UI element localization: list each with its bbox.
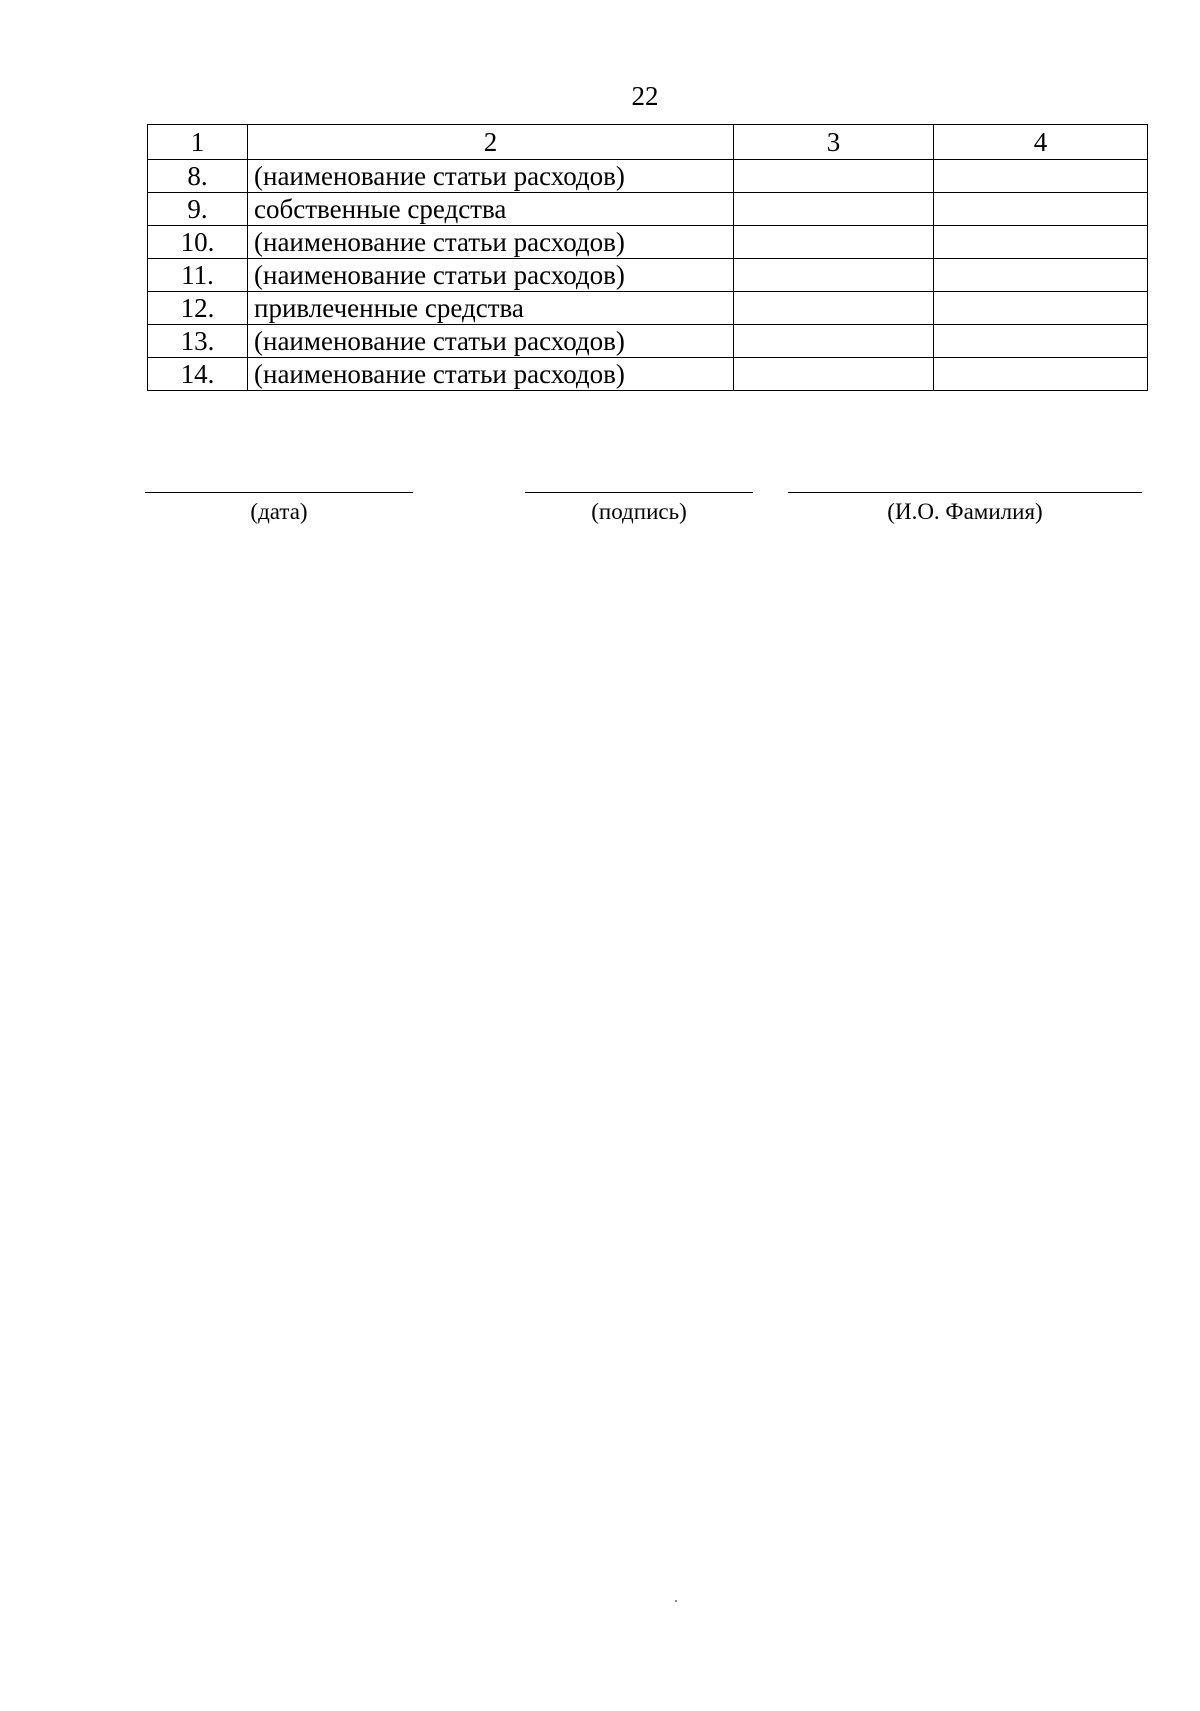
row-value-cell <box>734 226 934 259</box>
row-value-cell <box>734 193 934 226</box>
table-row <box>148 292 1148 325</box>
row-value-cell <box>734 358 934 391</box>
name-caption: (И.О. Фамилия) <box>887 499 1043 524</box>
row-value-cell <box>934 325 1148 358</box>
signature-line <box>525 492 753 493</box>
row-name-cell: привлеченные средства <box>248 292 734 325</box>
budget-table <box>147 124 1148 391</box>
row-value-cell <box>934 160 1148 193</box>
name-line <box>788 492 1142 493</box>
table-row <box>148 358 1148 391</box>
table-header-row <box>148 125 1148 160</box>
row-name-cell: (наименование статьи расходов) <box>248 226 734 259</box>
row-value-cell <box>734 160 934 193</box>
table-row <box>148 193 1148 226</box>
header-cell: 2 <box>248 125 734 160</box>
row-name-cell: (наименование статьи расходов) <box>248 259 734 292</box>
row-number-cell: 13. <box>148 325 248 358</box>
header-cell: 3 <box>734 125 934 160</box>
row-number-cell: 12. <box>148 292 248 325</box>
row-name-cell: (наименование статьи расходов) <box>248 160 734 193</box>
row-number-cell: 8. <box>148 160 248 193</box>
table-row <box>148 160 1148 193</box>
table-row <box>148 226 1148 259</box>
date-caption: (дата) <box>250 499 308 524</box>
row-name-cell: собственные средства <box>248 193 734 226</box>
row-number-cell: 11. <box>148 259 248 292</box>
signature-caption: (подпись) <box>591 499 687 524</box>
row-value-cell <box>734 325 934 358</box>
row-value-cell <box>934 193 1148 226</box>
row-number-cell: 10. <box>148 226 248 259</box>
table-row <box>148 259 1148 292</box>
table-row <box>148 325 1148 358</box>
header-cell: 4 <box>934 125 1148 160</box>
header-cell: 1 <box>148 125 248 160</box>
row-value-cell <box>934 259 1148 292</box>
row-value-cell <box>734 292 934 325</box>
row-value-cell <box>934 292 1148 325</box>
row-value-cell <box>934 226 1148 259</box>
row-value-cell <box>734 259 934 292</box>
page-number: 22 <box>631 81 659 111</box>
scan-speck <box>675 1600 677 1602</box>
row-number-cell: 9. <box>148 193 248 226</box>
row-name-cell: (наименование статьи расходов) <box>248 325 734 358</box>
row-name-cell: (наименование статьи расходов) <box>248 358 734 391</box>
row-value-cell <box>934 358 1148 391</box>
date-line <box>145 492 413 493</box>
row-number-cell: 14. <box>148 358 248 391</box>
